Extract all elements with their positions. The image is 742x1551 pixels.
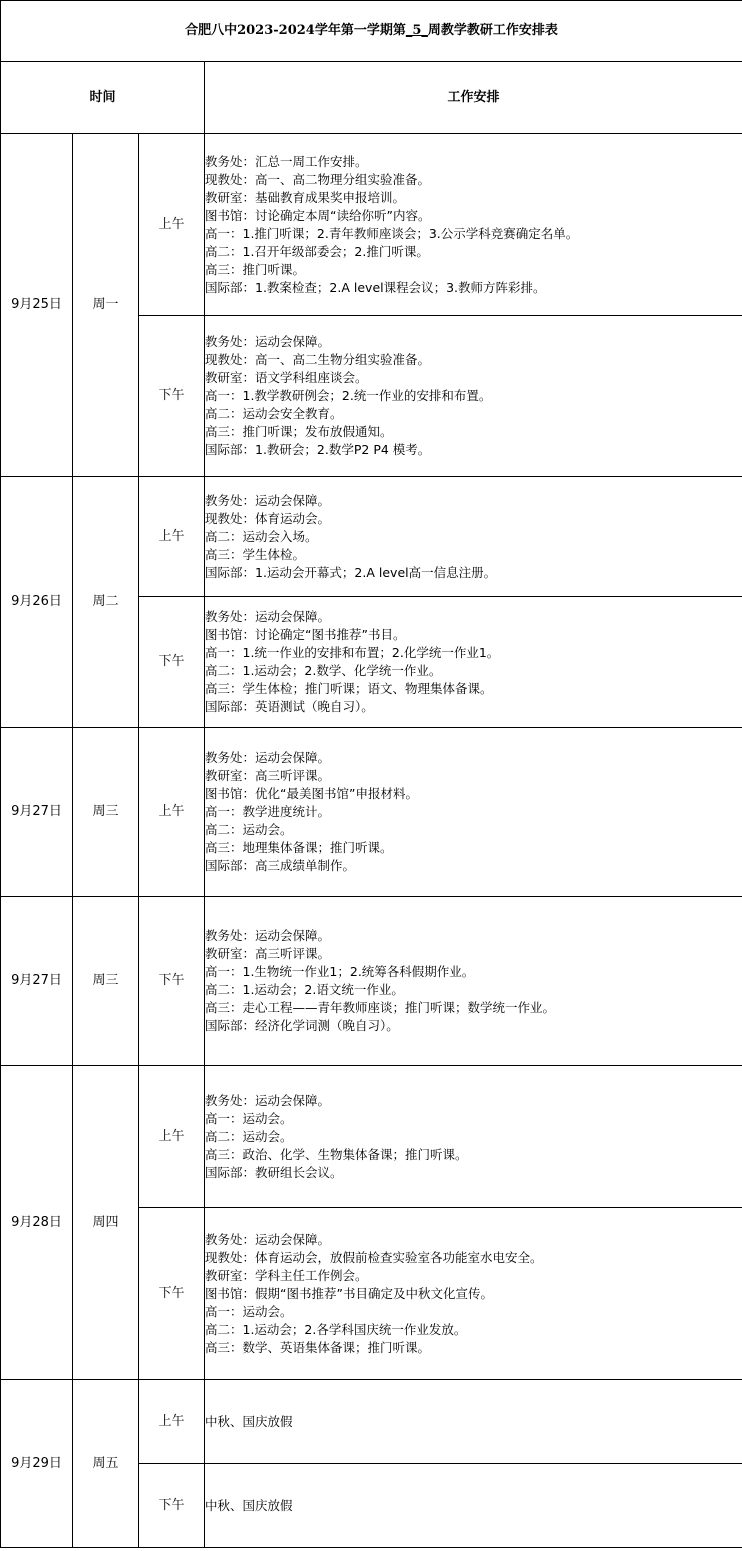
arrangement-line: 教务处：运动会保障。 bbox=[205, 1092, 331, 1108]
schedule-row bbox=[1, 897, 742, 1066]
arrangement-line: 高一：1.推门听课；2.青年教师座谈会；3.公示学科竞赛确定名单。 bbox=[205, 225, 579, 241]
arrangement-line: 教务处：运动会保障。 bbox=[205, 928, 331, 943]
period-cell: 下午 bbox=[139, 316, 205, 477]
title-prefix: 合肥八中2023-2024学年第一学期第 bbox=[185, 23, 406, 38]
arrangement-line: 高三：学生体检；推门听课；语文、物理集体备课。 bbox=[205, 681, 493, 696]
arrangement-line: 教研室：高三听评课。 bbox=[205, 946, 331, 961]
arrangement-line: 图书馆：讨论确定“图书推荐”书目。 bbox=[205, 627, 406, 642]
arrangement-line: 教务处：汇总一周工作安排。 bbox=[205, 153, 368, 169]
arrangement-line: 高一：运动会。 bbox=[205, 1110, 293, 1126]
period-cell: 上午 bbox=[139, 1380, 205, 1464]
work-arrangement-cell bbox=[205, 1380, 742, 1464]
arrangement-line: 高二：运动会入场。 bbox=[205, 528, 318, 544]
arrangement-line: 教务处：运动会保障。 bbox=[205, 492, 331, 508]
arrangement-line: 高二：1.运动会；2.各学科国庆统一作业发放。 bbox=[205, 1321, 467, 1337]
arrangement-line: 中秋、国庆放假 bbox=[205, 1497, 293, 1513]
arrangement-line: 国际部：经济化学词测（晚自习）。 bbox=[205, 1018, 399, 1033]
arrangement-line: 高二：1.召开年级部委会；2.推门听课。 bbox=[205, 243, 429, 259]
schedule-row bbox=[1, 477, 742, 597]
arrangement-line: 现教处：高一、高二生物分组实验准备。 bbox=[205, 352, 431, 367]
weekday-cell: 周一 bbox=[73, 134, 139, 477]
arrangement-line: 国际部：教研组长会议。 bbox=[205, 1164, 343, 1180]
date-cell: 9月29日 bbox=[1, 1380, 73, 1548]
arrangement-line: 高一：1.生物统一作业1；2.统筹各科假期作业。 bbox=[205, 964, 475, 979]
arrangement-line: 高三：地理集体备课；推门听课。 bbox=[205, 840, 393, 855]
date-cell: 9月27日 bbox=[1, 897, 73, 1066]
schedule-row bbox=[1, 1066, 742, 1208]
arrangement-line: 高二：运动会安全教育。 bbox=[205, 406, 343, 421]
arrangement-line: 高二：1.运动会；2.数学、化学统一作业。 bbox=[205, 663, 442, 678]
arrangement-line: 高二：1.运动会；2.语文统一作业。 bbox=[205, 982, 404, 997]
header-work: 工作安排 bbox=[205, 62, 742, 134]
date-cell: 9月26日 bbox=[1, 477, 73, 728]
work-arrangement-cell bbox=[205, 134, 742, 316]
arrangement-line: 教务处：运动会保障。 bbox=[205, 750, 331, 765]
weekday-cell: 周五 bbox=[73, 1380, 139, 1548]
title-week-number: _5_ bbox=[405, 23, 428, 38]
arrangement-line: 图书馆：优化“最美图书馆”申报材料。 bbox=[205, 786, 418, 801]
weekday-cell: 周三 bbox=[73, 897, 139, 1066]
arrangement-line: 高二：运动会。 bbox=[205, 822, 293, 837]
arrangement-line: 教务处：运动会保障。 bbox=[205, 609, 331, 624]
work-arrangement-cell bbox=[205, 1066, 742, 1208]
weekday-cell: 周四 bbox=[73, 1066, 139, 1380]
arrangement-line: 高三：政治、化学、生物集体备课；推门听课。 bbox=[205, 1146, 468, 1162]
arrangement-line: 现教处：高一、高二物理分组实验准备。 bbox=[205, 171, 431, 187]
arrangement-line: 高三：数学、英语集体备课；推门听课。 bbox=[205, 1339, 431, 1355]
arrangement-line: 教研室：学科主任工作例会。 bbox=[205, 1267, 368, 1283]
work-arrangement-cell bbox=[205, 728, 742, 897]
work-arrangement-cell bbox=[205, 477, 742, 597]
arrangement-line: 国际部：1.教研会；2.数学P2 P4 模考。 bbox=[205, 442, 431, 457]
arrangement-line: 图书馆：讨论确定本周“读给你听”内容。 bbox=[205, 207, 431, 223]
arrangement-line: 高二：运动会。 bbox=[205, 1128, 293, 1144]
arrangement-line: 高一：1.教学教研例会；2.统一作业的安排和布置。 bbox=[205, 388, 492, 403]
period-cell: 下午 bbox=[139, 1208, 205, 1380]
weekday-cell: 周二 bbox=[73, 477, 139, 728]
arrangement-line: 教务处：运动会保障。 bbox=[205, 334, 331, 349]
arrangement-line: 教研室：基础教育成果奖申报培训。 bbox=[205, 189, 406, 205]
period-cell: 上午 bbox=[139, 1066, 205, 1208]
arrangement-line: 国际部：1.运动会开幕式；2.A level高一信息注册。 bbox=[205, 564, 497, 580]
schedule-row bbox=[1, 728, 742, 897]
period-cell: 上午 bbox=[139, 728, 205, 897]
arrangement-line: 现教处：体育运动会，放假前检查实验室各功能室水电安全。 bbox=[205, 1249, 543, 1265]
arrangement-line: 中秋、国庆放假 bbox=[205, 1413, 293, 1429]
period-cell: 上午 bbox=[139, 134, 205, 316]
work-arrangement-cell bbox=[205, 316, 742, 477]
arrangement-line: 教务处：运动会保障。 bbox=[205, 1231, 331, 1247]
arrangement-line: 高三：走心工程——青年教师座谈；推门听课；数学统一作业。 bbox=[205, 1000, 556, 1015]
arrangement-line: 高一：教学进度统计。 bbox=[205, 804, 331, 819]
page-title bbox=[1, 1, 742, 62]
weekday-cell: 周三 bbox=[73, 728, 139, 897]
arrangement-line: 高一：运动会。 bbox=[205, 1303, 293, 1319]
arrangement-line: 高三：推门听课；发布放假通知。 bbox=[205, 424, 393, 439]
title-suffix: 周教学教研工作安排表 bbox=[427, 23, 558, 38]
arrangement-line: 国际部：高三成绩单制作。 bbox=[205, 858, 356, 873]
work-arrangement-cell bbox=[205, 1208, 742, 1380]
period-cell: 下午 bbox=[139, 597, 205, 728]
arrangement-line: 高一：1.统一作业的安排和布置；2.化学统一作业1。 bbox=[205, 645, 500, 660]
arrangement-line: 图书馆：假期“图书推荐”书目确定及中秋文化宣传。 bbox=[205, 1285, 493, 1301]
arrangement-line: 高三：推门听课。 bbox=[205, 261, 306, 277]
arrangement-line: 教研室：高三听评课。 bbox=[205, 768, 331, 783]
work-arrangement-cell bbox=[205, 897, 742, 1066]
header-time: 时间 bbox=[1, 62, 205, 134]
date-cell: 9月28日 bbox=[1, 1066, 73, 1380]
arrangement-line: 高三：学生体检。 bbox=[205, 546, 306, 562]
period-cell: 上午 bbox=[139, 477, 205, 597]
work-arrangement-cell bbox=[205, 597, 742, 728]
date-cell: 9月27日 bbox=[1, 728, 73, 897]
work-arrangement-cell bbox=[205, 1464, 742, 1548]
date-cell: 9月25日 bbox=[1, 134, 73, 477]
arrangement-line: 国际部：1.教案检查；2.A level课程会议；3.教师方阵彩排。 bbox=[205, 279, 546, 295]
arrangement-line: 现教处：体育运动会。 bbox=[205, 510, 331, 526]
period-cell: 下午 bbox=[139, 1464, 205, 1548]
arrangement-line: 教研室：语文学科组座谈会。 bbox=[205, 370, 368, 385]
schedule-row bbox=[1, 1380, 742, 1464]
schedule-row bbox=[1, 134, 742, 316]
period-cell: 下午 bbox=[139, 897, 205, 1066]
arrangement-line: 国际部：英语测试（晚自习）。 bbox=[205, 699, 374, 714]
